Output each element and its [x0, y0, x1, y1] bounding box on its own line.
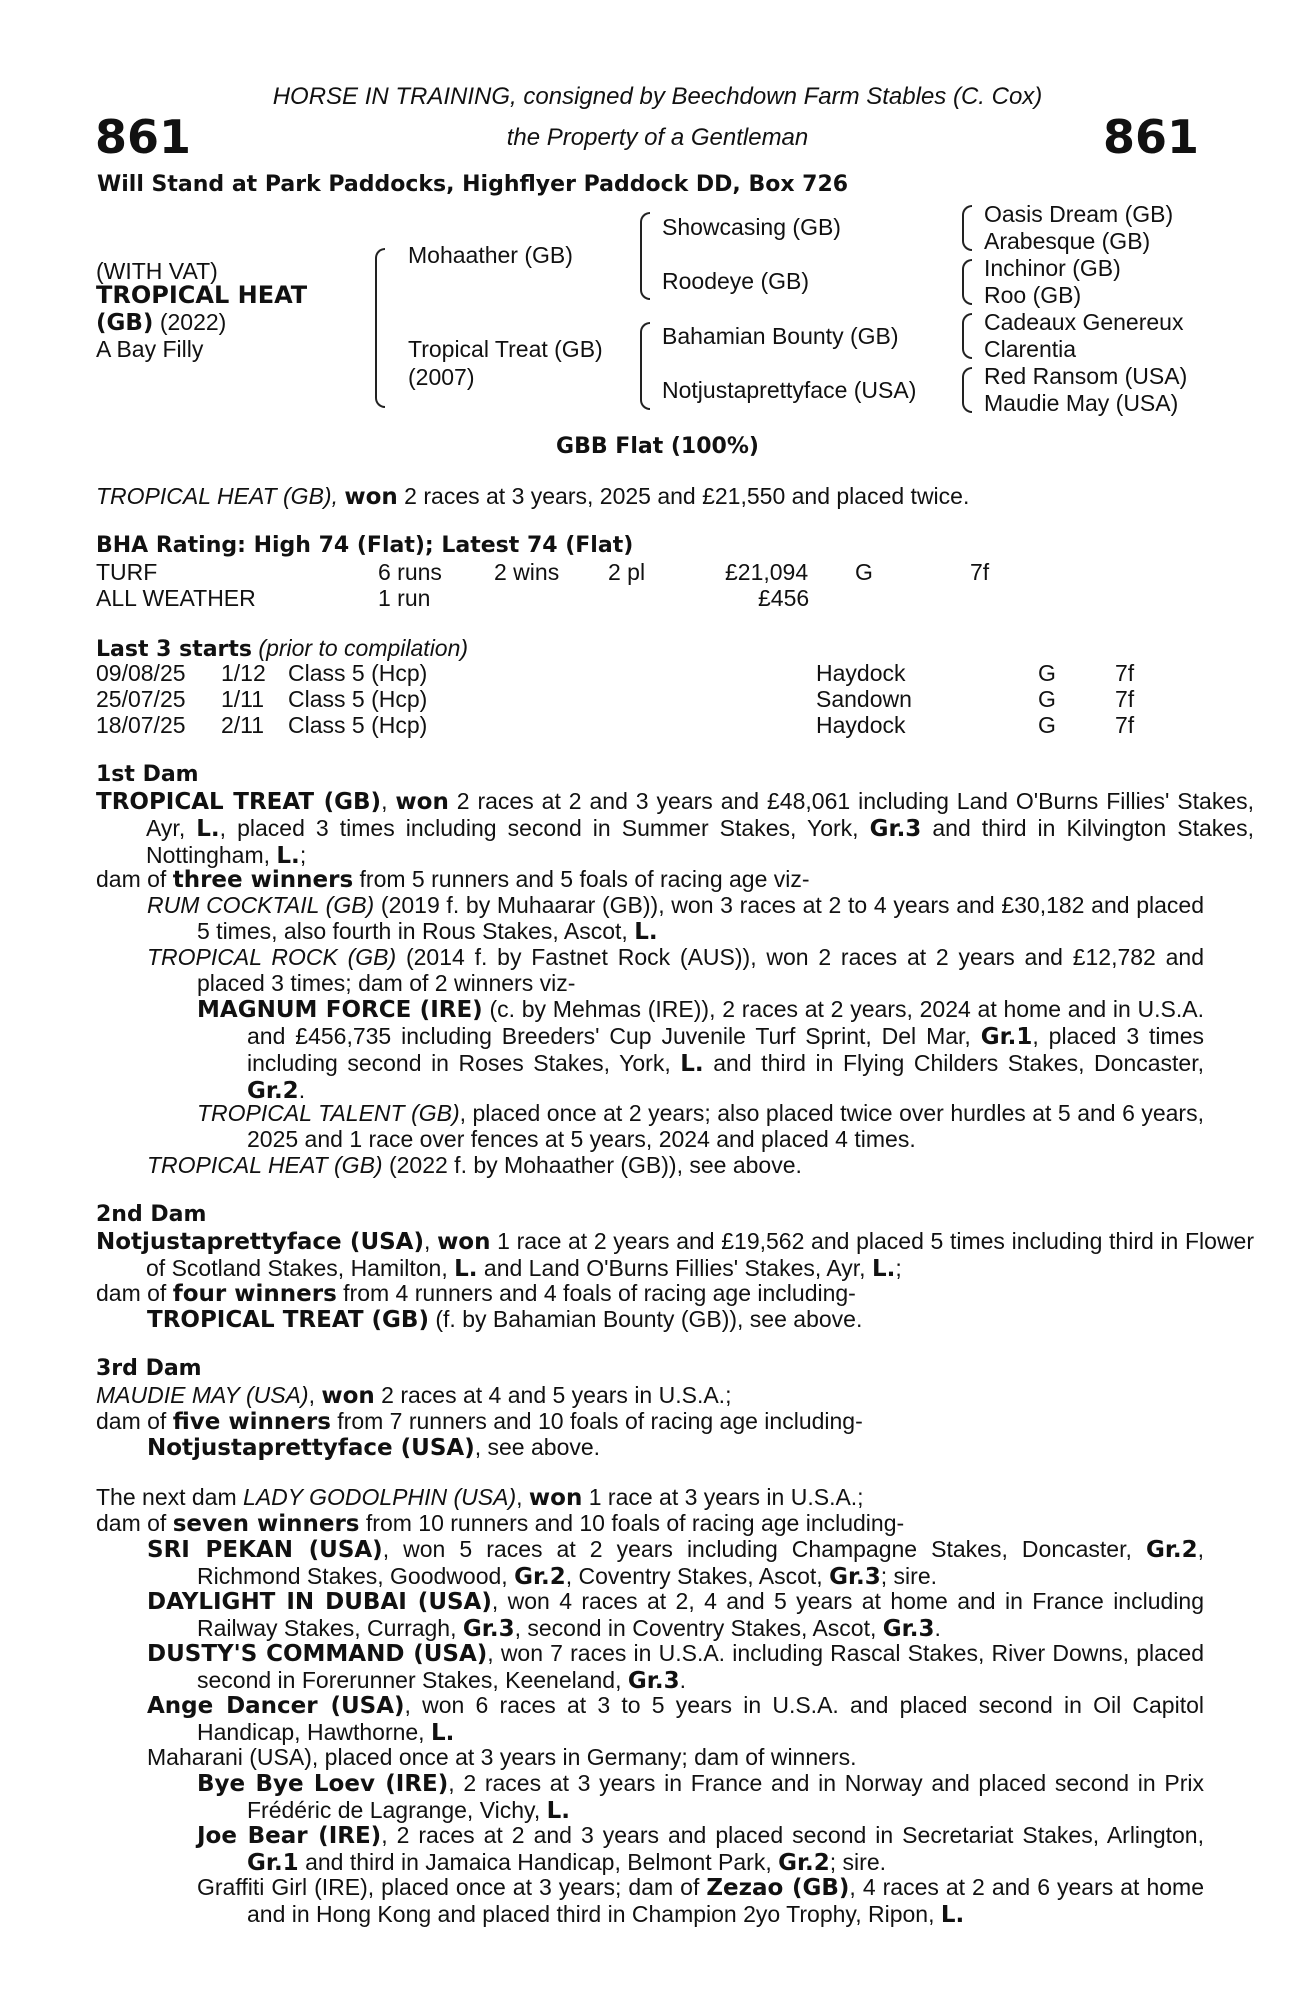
produce-text: (2019 f. by Muhaarar (GB)), won 3 races at 2 to 4 years and £30,182 and placed 5 times, also fourth in Rous Stakes, Ascot, [197, 892, 1204, 944]
winners-count: seven winners [172, 1511, 360, 1537]
dam-of-text: dam of [96, 1510, 173, 1536]
listed-mark: L. [546, 1798, 571, 1824]
produce-name: Joe Bear (IRE) [197, 1823, 382, 1849]
group-mark: Gr.2 [514, 1564, 566, 1590]
daylight-in-dubai-entry [147, 1588, 1204, 1642]
produce-text: Graffiti Girl (IRE), placed once at 3 years; dam of [197, 1874, 707, 1900]
produce-name: Ange Dancer (USA) [147, 1693, 405, 1719]
listed-mark: L. [680, 1051, 704, 1077]
produce-text: and third in Jamaica Handicap, Belmont Park, [298, 1849, 779, 1875]
produce-text: , won 7 races in U.S.A. including Rascal Stakes, River Downs, placed second in Forerunner Stakes, Keeneland, [197, 1640, 1204, 1693]
produce-text: , second in Coventry Stakes, Ascot, [514, 1615, 883, 1641]
tropical-rock-entry [147, 944, 1204, 996]
dam2-won: won [437, 1229, 491, 1255]
produce-name: SRI PEKAN (USA) [147, 1537, 383, 1563]
bha-row-aw [0, 585, 1315, 611]
next-dam-dam-of [96, 1510, 904, 1537]
dam2-text: ; [895, 1255, 902, 1281]
next-dam-won: won [528, 1485, 583, 1511]
produce-text: ; sire. [880, 1563, 938, 1589]
start-going: G [1038, 712, 1056, 738]
start-pos: 1/11 [221, 686, 265, 712]
group-mark: Gr.2 [1145, 1537, 1198, 1563]
produce-text: , won 5 races at 2 years including Champagne Stakes, Doncaster, [382, 1536, 1146, 1562]
start-class: Class 5 (Hcp) [288, 686, 428, 712]
produce-name: TROPICAL TALENT (GB) [197, 1100, 460, 1126]
ange-dancer-entry [147, 1692, 1204, 1746]
dam-of-text: dam of [96, 1280, 173, 1306]
start-class: Class 5 (Hcp) [288, 660, 428, 686]
joe-bear-entry [197, 1822, 1204, 1876]
produce-text: . [679, 1667, 686, 1693]
sri-pekan-entry [147, 1536, 1204, 1590]
pedigree-gg-2: Arabesque (GB) [984, 228, 1151, 254]
start-row [0, 712, 1315, 738]
consignment-line: HORSE IN TRAINING, consigned by Beechdown Farm Stables (C. Cox) [272, 83, 1043, 110]
dam-of-text: dam of [96, 866, 173, 892]
start-row [0, 660, 1315, 686]
start-course: Haydock [816, 660, 906, 686]
dam3-won: won [321, 1383, 375, 1409]
pedigree-sire-dam: Roodeye (GB) [662, 268, 810, 294]
dam2-dam-of [96, 1280, 856, 1307]
dam-of-text: from 10 runners and 10 foals of racing age including- [359, 1510, 905, 1536]
produce-text: , placed 3 times including second in Roses Stakes, York, [247, 1023, 1204, 1076]
bha-title: BHA Rating: High 74 (Flat); Latest 74 (Flat) [96, 533, 634, 558]
last-starts-subtitle: (prior to compilation) [252, 635, 469, 661]
dam1-heading: 1st Dam [96, 762, 199, 787]
horse-description: A Bay Filly [96, 336, 204, 362]
dam2-entry: Notjustaprettyface (USA), won 1 race at 2 years and £19,562 and placed 5 times including third in Flower of Scotland Stakes, Hamilton, L. and Land O'Burns Fillies' Stakes, Ayr, L.; [96, 1228, 1255, 1282]
pedigree-gg-3: Inchinor (GB) [984, 255, 1121, 281]
group-mark: Gr.3 [869, 816, 922, 842]
produce-name: Notjustaprettyface (USA) [147, 1435, 475, 1461]
summary-won: won [344, 484, 398, 510]
start-date: 18/07/25 [96, 712, 186, 738]
group-mark: Gr.3 [882, 1616, 935, 1642]
dam-of-text: dam of [96, 1408, 173, 1434]
produce-name: Bye Bye Loev (IRE) [197, 1771, 449, 1797]
rum-cocktail-entry [147, 892, 1204, 945]
horse-vat: (WITH VAT) [96, 258, 218, 284]
group-mark: Gr.1 [980, 1024, 1033, 1050]
produce-name: TROPICAL ROCK (GB) [147, 944, 397, 970]
produce-text: , 2 races at 3 years in France and in Norway and placed second in Prix Frédéric de Lagrange, Vichy, [247, 1770, 1204, 1823]
dam3-entry: MAUDIE MAY (USA), won 2 races at 4 and 5 years in U.S.A.; [96, 1382, 732, 1409]
pedigree-brace-gg4 [962, 367, 972, 413]
pedigree-dam: Tropical Treat (GB) [408, 336, 603, 362]
tropical-talent-entry [197, 1100, 1204, 1152]
start-date: 25/07/25 [96, 686, 186, 712]
listed-mark: L. [634, 919, 658, 945]
dam1-text: ; [299, 842, 307, 868]
group-mark: Gr.3 [627, 1668, 680, 1694]
dam3-heading: 3rd Dam [96, 1356, 202, 1381]
bha-distance: 7f [970, 559, 990, 585]
produce-name: Zezao (GB) [706, 1875, 850, 1901]
dam3-text: 2 races at 4 and 5 years in U.S.A.; [374, 1382, 732, 1408]
produce-name: RUM COCKTAIL (GB) [147, 892, 375, 918]
dam1-name: TROPICAL TREAT (GB) [96, 789, 382, 815]
pedigree-brace-gg3 [962, 313, 972, 359]
produce-text: . [934, 1615, 941, 1641]
dam-of-text: from 7 runners and 10 foals of racing age including- [330, 1408, 863, 1434]
produce-name: DAYLIGHT IN DUBAI (USA) [147, 1589, 492, 1615]
last-starts-title [96, 635, 468, 663]
start-row [0, 686, 1315, 712]
pedigree-dam-sire: Bahamian Bounty (GB) [662, 323, 899, 349]
produce-text: (2022 f. by Mohaather (GB)), see above. [382, 1152, 802, 1178]
bha-runs: 6 runs [378, 559, 442, 585]
produce-text: , 4 races at 2 and 6 years at home and in Hong Kong and placed third in Champion 2yo Trophy, Ripon, [247, 1874, 1204, 1927]
produce-text: , won 6 races at 3 to 5 years in U.S.A. and placed second in Oil Capitol Handicap, Hawthorne, [197, 1692, 1204, 1745]
next-dam-entry: The next dam LADY GODOLPHIN (USA), won 1 race at 3 years in U.S.A.; [96, 1484, 864, 1511]
bha-placed: 2 pl [608, 559, 646, 585]
summary-line [96, 483, 969, 510]
dam3-child [147, 1434, 600, 1461]
start-dist: 7f [1115, 686, 1135, 712]
dam1-dam-of [96, 866, 810, 893]
listed-mark: L. [276, 843, 300, 869]
produce-text: , Coventry Stakes, Ascot, [565, 1563, 830, 1589]
pedigree-sire: Mohaather (GB) [408, 242, 573, 268]
magnum-force-entry [197, 996, 1204, 1104]
pedigree-gg-5: Cadeaux Genereux [984, 309, 1184, 335]
maharani-entry: Maharani (USA), placed once at 3 years in Germany; dam of winners. [147, 1744, 857, 1770]
listed-mark: L. [940, 1902, 965, 1928]
bha-surface: TURF [96, 559, 158, 585]
produce-text: , see above. [474, 1434, 601, 1460]
group-mark: Gr.2 [778, 1850, 830, 1876]
pedigree-gg-6: Clarentia [984, 336, 1077, 362]
start-course: Haydock [816, 712, 906, 738]
dam-of-text: from 5 runners and 5 foals of racing age viz- [353, 866, 810, 892]
next-dam-name: LADY GODOLPHIN (USA) [243, 1484, 517, 1510]
dam2-text: 1 race at 2 years and £19,562 and placed 5 times including third in Flower of Scotland Stakes, Hamilton, [146, 1228, 1255, 1281]
property-line: the Property of a Gentleman [506, 124, 809, 151]
last-starts-heading: Last 3 starts [96, 637, 253, 662]
dam-of-text: from 4 runners and 4 foals of racing age including- [336, 1280, 856, 1306]
produce-name: TROPICAL HEAT (GB) [147, 1152, 383, 1178]
dam1-entry: TROPICAL TREAT (GB), won 2 races at 2 and 3 years and £48,061 including Land O'Burns Fillies' Stakes, Ayr, L., placed 3 times including second in Summer Stakes, York, Gr.3 and third in Kilvington Stakes, Nottingham, L.; [96, 788, 1255, 869]
produce-text: , 2 races at 2 and 3 years and placed second in Secretariat Stakes, Arlington, [381, 1822, 1204, 1848]
dam3-name: MAUDIE MAY (USA) [96, 1382, 309, 1408]
pedigree-dam-dam: Notjustaprettyface (USA) [662, 377, 917, 403]
start-class: Class 5 (Hcp) [288, 712, 428, 738]
pedigree-sire-sire: Showcasing (GB) [662, 214, 841, 240]
bha-wins: 2 wins [494, 559, 560, 585]
produce-name: MAGNUM FORCE (IRE) [197, 997, 483, 1023]
dam2-child [147, 1306, 862, 1333]
winners-count: five winners [172, 1409, 331, 1435]
tropical-heat-entry [147, 1152, 802, 1178]
start-pos: 1/12 [221, 660, 266, 686]
bha-surface: ALL WEATHER [96, 585, 256, 611]
dam2-name: Notjustaprettyface (USA) [96, 1229, 424, 1255]
produce-text: and third in Flying Childers Stakes, Doncaster, [703, 1050, 1204, 1076]
pedigree-brace-sire [640, 212, 650, 300]
pedigree-brace-dam [640, 322, 650, 410]
next-dam-text: 1 race at 3 years in U.S.A.; [582, 1484, 864, 1510]
dam1-text: , placed 3 times including second in Summer Stakes, York, [219, 815, 870, 841]
start-course: Sandown [816, 686, 912, 712]
next-dam-intro: The next dam [96, 1484, 244, 1510]
produce-text: (f. by Bahamian Bounty (GB)), see above. [428, 1306, 863, 1332]
listed-mark: L. [454, 1256, 478, 1282]
produce-text: , placed once at 2 years; also placed twice over hurdles at 5 and 6 years, 2025 and 1 race over fences at 5 years, 2024 and placed 4 times. [247, 1100, 1204, 1152]
produce-text: . [298, 1077, 306, 1103]
produce-name: TROPICAL TREAT (GB) [147, 1307, 429, 1333]
bha-row-turf [0, 559, 1315, 585]
start-going: G [1038, 686, 1056, 712]
winners-count: four winners [172, 1281, 337, 1307]
produce-text: (2014 f. by Fastnet Rock (AUS)), won 2 races at 2 years and £12,782 and placed 3 times; dam of 2 winners viz- [197, 944, 1205, 996]
group-mark: Gr.1 [247, 1850, 299, 1876]
stand-location: Will Stand at Park Paddocks, Highflyer Paddock DD, Box 726 [97, 172, 849, 197]
dam1-won: won [395, 789, 449, 815]
summary-horse-name: TROPICAL HEAT (GB), [96, 483, 338, 509]
pedigree-brace-main [375, 248, 385, 408]
start-dist: 7f [1115, 660, 1135, 686]
horse-name: TROPICAL HEAT [96, 281, 308, 309]
dam2-heading: 2nd Dam [96, 1202, 207, 1227]
bha-runs: 1 run [378, 585, 431, 611]
start-date: 09/08/25 [96, 660, 186, 686]
lot-number-right: 861 [1102, 110, 1199, 164]
dustys-command-entry [147, 1640, 1204, 1694]
pedigree-gg-4: Roo (GB) [984, 282, 1082, 308]
produce-text: (c. by Mehmas (IRE)), 2 races at 2 years, 2024 at home and in U.S.A. and £456,735 including Breeders' Cup Juvenile Turf Sprint, Del Mar, [247, 996, 1205, 1049]
group-mark: Gr.2 [247, 1078, 299, 1104]
graffiti-girl-entry [197, 1874, 1204, 1928]
start-pos: 2/11 [221, 712, 265, 738]
pedigree-gg-1: Oasis Dream (GB) [984, 201, 1174, 227]
bha-earnings: £21,094 [725, 559, 809, 585]
horse-year: (2022) [153, 309, 227, 335]
produce-name: DUSTY'S COMMAND (USA) [147, 1641, 488, 1667]
pedigree-brace-gg1 [962, 205, 972, 251]
gbb-flat: GBB Flat (100%) [556, 434, 759, 459]
produce-text: , won 4 races at 2, 4 and 5 years at home and in France including Railway Stakes, Curragh, [197, 1588, 1204, 1641]
dam1-text: 2 races at 2 and 3 years and £48,061 including Land O'Burns Fillies' Stakes, Ayr, [146, 788, 1255, 841]
horse-country-year [96, 309, 226, 336]
bha-earnings: £456 [758, 585, 810, 611]
start-dist: 7f [1115, 712, 1135, 738]
pedigree-gg-7: Red Ransom (USA) [984, 363, 1188, 389]
listed-mark: L. [871, 1256, 896, 1282]
lot-number-left: 861 [95, 110, 192, 164]
pedigree-brace-gg2 [962, 259, 972, 305]
dam3-dam-of [96, 1408, 863, 1435]
horse-country: (GB) [96, 310, 154, 336]
summary-text: 2 races at 3 years, 2025 and £21,550 and placed twice. [397, 483, 970, 509]
listed-mark: L. [196, 816, 220, 842]
bha-going: G [855, 559, 873, 585]
winners-count: three winners [172, 867, 354, 893]
dam1-text: and third in Kilvington Stakes, Nottingham, [146, 815, 1254, 868]
pedigree-gg-8: Maudie May (USA) [984, 390, 1179, 416]
bye-bye-loev-entry [197, 1770, 1204, 1824]
produce-text: ; sire. [829, 1849, 887, 1875]
dam2-text: and Land O'Burns Fillies' Stakes, Ayr, [477, 1255, 872, 1281]
pedigree-dam-year: (2007) [408, 364, 475, 390]
group-mark: Gr.3 [462, 1616, 515, 1642]
group-mark: Gr.3 [829, 1564, 881, 1590]
start-going: G [1038, 660, 1056, 686]
produce-text: , Richmond Stakes, Goodwood, [197, 1536, 1205, 1589]
listed-mark: L. [430, 1720, 455, 1746]
